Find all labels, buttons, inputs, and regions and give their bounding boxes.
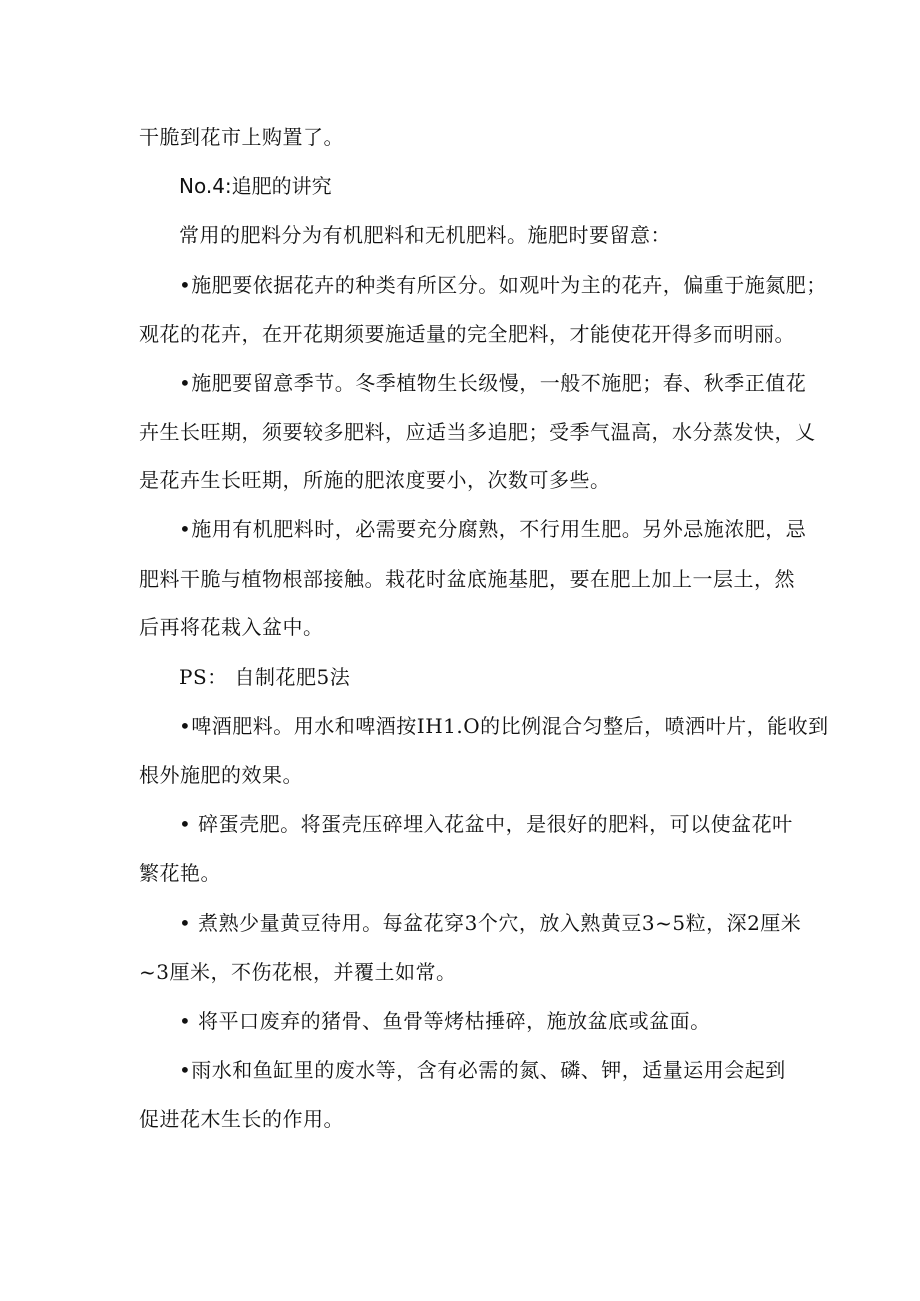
bullet-continuation-line: 是花卉生长旺期，所施的肥浓度要小，次数可多些。 [139, 468, 611, 492]
bullet-line-soybean-fertilizer: • 煮熟少量黄豆待用。每盆花穿3个穴，放入熟黄豆3~5粒，深2厘米 [179, 911, 802, 935]
bullet-line-fertilize-by-type: •施肥要依据花卉的种类有所区分。如观叶为主的花卉，偏重于施氮肥； [179, 273, 827, 297]
bullet-continuation-line: 卉生长旺期，须要较多肥料，应适当多追肥；受季气温高，水分蒸发快，乂 [139, 420, 816, 444]
bullet-continuation-line: 肥料干脆与植物根部接触。栽花时盆底施基肥，要在肥上加上一层土，然 [139, 567, 795, 591]
bullet-line-bone-fertilizer: • 将平口废弃的猪骨、鱼骨等烤枯捶碎，施放盆底或盆面。 [179, 1009, 711, 1033]
bullet-continuation-line: ~3厘米，不伤花根，并覆土如常。 [139, 960, 457, 984]
paragraph-continuation-line: 干脆到花市上购置了。 [139, 125, 344, 149]
bullet-continuation-line: 后再将花栽入盆中。 [139, 615, 324, 639]
bullet-line-rainwater-fertilizer: •雨水和鱼缸里的废水等，含有必需的氮、磷、钾，适量运用会起到 [179, 1058, 786, 1082]
bullet-line-eggshell-fertilizer: • 碎蛋壳肥。将蛋壳压碎埋入花盆中，是很好的肥料，可以使盆花叶 [179, 812, 793, 836]
section-heading: No.4:追肥的讲究 [179, 174, 332, 198]
bullet-line-organic-fertilizer: •施用有机肥料时，必需要充分腐熟，不行用生肥。另外忌施浓肥，忌 [179, 517, 807, 541]
bullet-line-beer-fertilizer: •啤酒肥料。用水和啤酒按IH1.O的比例混合匀整后，喷洒叶片，能收到 [179, 714, 829, 738]
bullet-continuation-line: 根外施肥的效果。 [139, 763, 303, 787]
ps-heading: PS： 自制花肥5法 [179, 665, 351, 689]
bullet-line-fertilize-by-season: •施肥要留意季节。冬季植物生长级慢，一般不施肥；春、秋季正值花 [179, 371, 807, 395]
bullet-continuation-line: 观花的花卉，在开花期须要施适量的完全肥料，才能使花开得多而明丽。 [139, 322, 795, 346]
bullet-continuation-line: 促进花木生长的作用。 [139, 1107, 344, 1131]
intro-paragraph-line: 常用的肥料分为有机肥料和无机肥料。施肥时要留意： [179, 223, 671, 247]
bullet-continuation-line: 繁花艳。 [139, 861, 221, 885]
